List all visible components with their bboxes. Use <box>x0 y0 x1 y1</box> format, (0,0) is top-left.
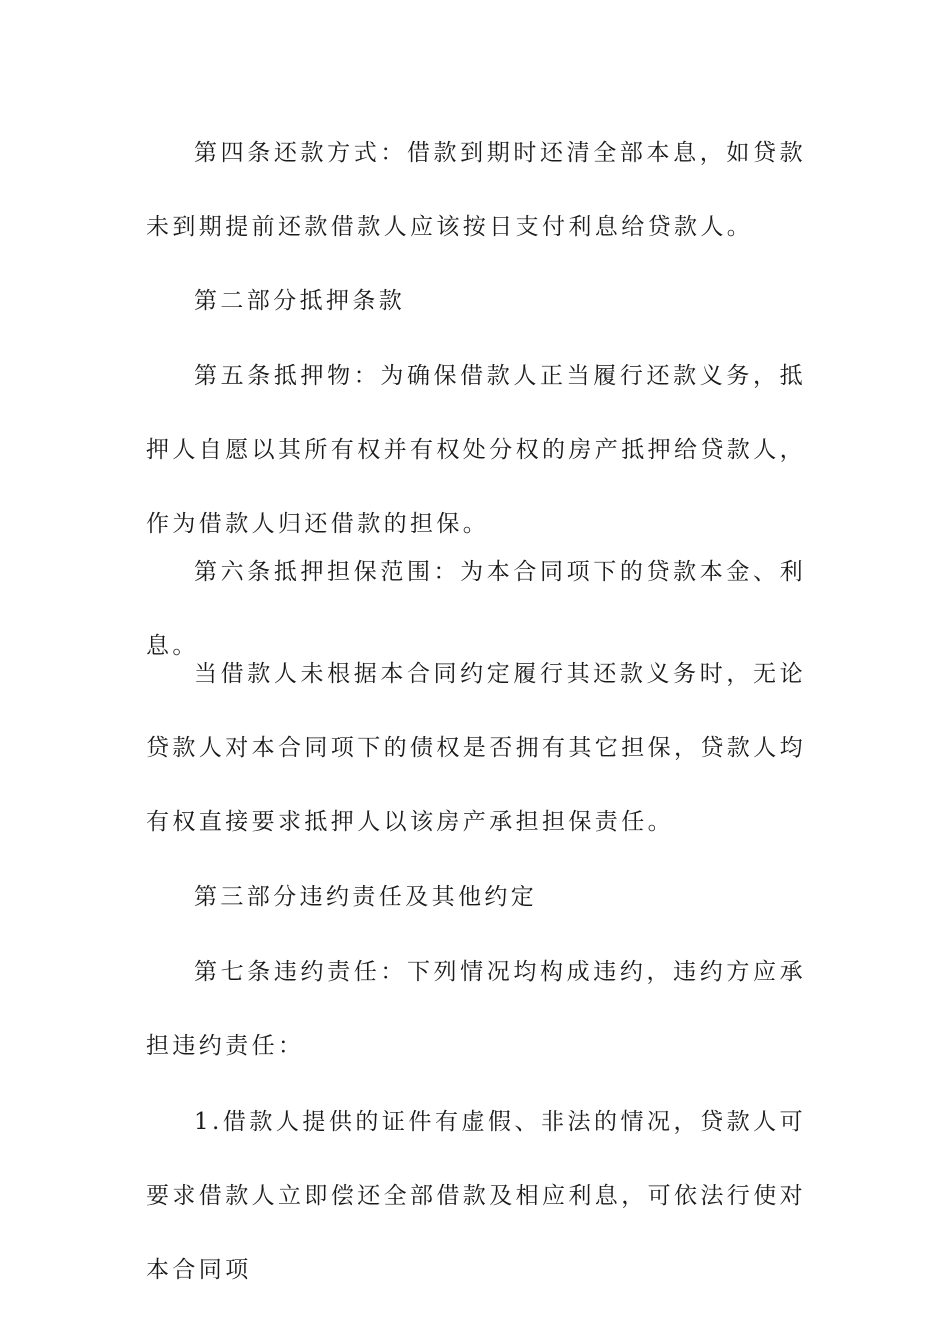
paragraph-article-7: 第七条违约责任：下列情况均构成违约，违约方应承担违约责任： <box>146 959 806 1059</box>
list-item-1: 1.借款人提供的证件有虚假、非法的情况，贷款人可要求借款人立即偿还全部借款及相应利息，可依法行使对本合同项 <box>146 1109 806 1283</box>
paragraph-article-5: 第五条抵押物：为确保借款人正当履行还款义务，抵押人自愿以其所有权并有权处分权的房产抵押给贷款人，作为借款人归还借款的担保。 <box>146 363 806 537</box>
paragraph-article-6: 第六条抵押担保范围：为本合同项下的贷款本金、利息。 <box>146 559 806 659</box>
section-heading-part-2: 第二部分抵押条款 <box>194 288 406 314</box>
paragraph-article-6-continued: 当借款人未根据本合同约定履行其还款义务时，无论贷款人对本合同项下的债权是否拥有其它担保，贷款人均有权直接要求抵押人以该房产承担担保责任。 <box>146 661 806 835</box>
section-heading-part-3: 第三部分违约责任及其他约定 <box>194 884 538 910</box>
paragraph-article-4: 第四条还款方式：借款到期时还清全部本息，如贷款未到期提前还款借款人应该按日支付利息给贷款人。 <box>146 140 806 240</box>
